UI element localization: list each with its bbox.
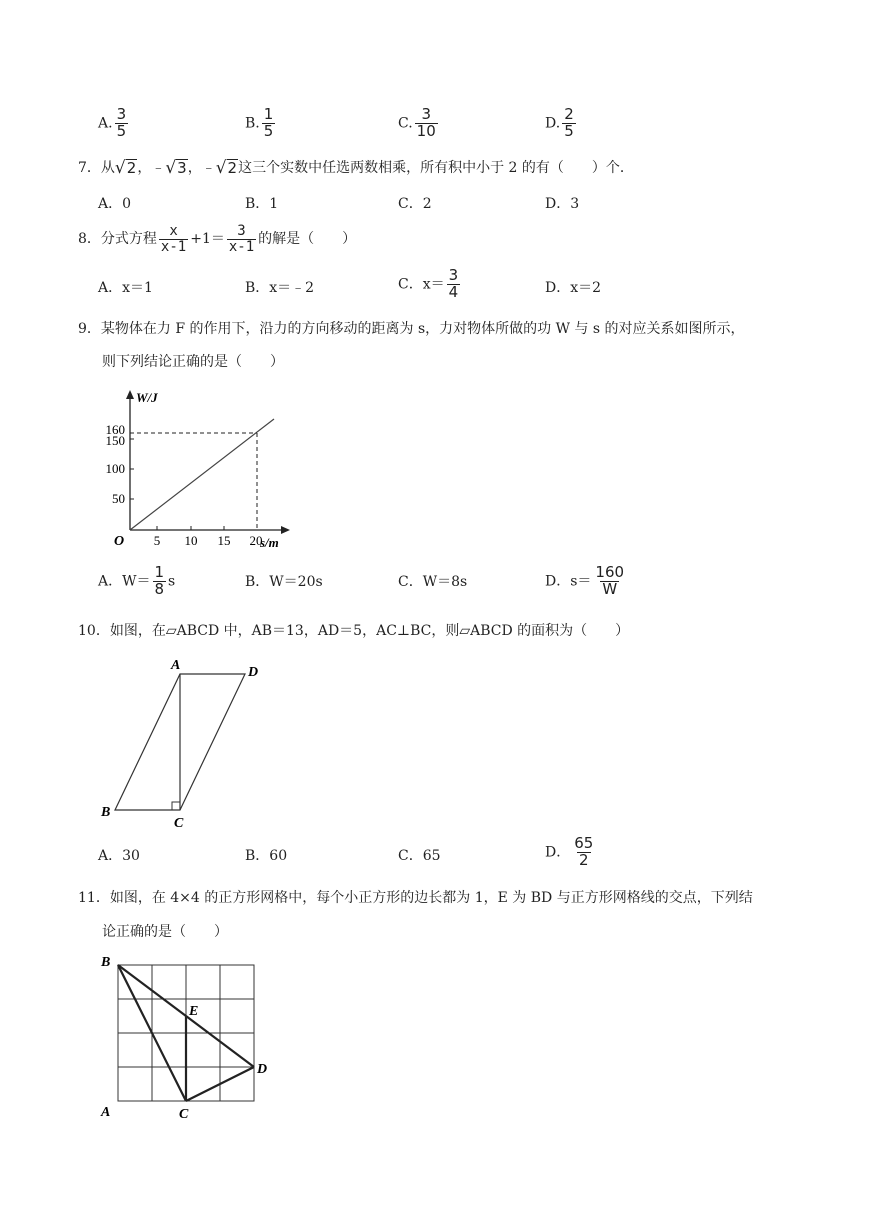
- q6-option-c: C. $\frac{3}{10}$: [398, 105, 436, 140]
- sqrt-2: √ 2: [114, 157, 137, 178]
- q9-option-a: A．W＝ $\frac{1}{8}$ s: [98, 563, 176, 598]
- parallelogram-figure: [95, 652, 275, 832]
- q6-option-b: B. $\frac{1}{5}$: [245, 105, 274, 140]
- q6-option-d: D. $\frac{2}{5}$: [545, 105, 574, 140]
- q9-option-c: C．W＝8s: [398, 574, 468, 590]
- q9-stem-line1: 9．某物体在力 F 的作用下，沿力的方向移动的距离为 s，力对物体所做的功 W 与 s 的对应关系如图所示，: [78, 321, 745, 337]
- q9-stem-line2: 则下列结论正确的是（ ）: [102, 354, 284, 370]
- q8-option-a: A．x＝1: [98, 280, 153, 296]
- q9-option-b: B．W＝20s: [245, 574, 323, 590]
- q10-stem: 10．如图，在▱ABCD 中，AB＝13，AD＝5，AC⊥BC，则▱ABCD 的面积为（ ）: [78, 623, 630, 639]
- x-tick-15: 15: [217, 533, 231, 548]
- q6-option-a: A. $\frac{3}{5}$: [98, 105, 127, 140]
- w-s-line: [130, 419, 274, 530]
- label-b: B: [101, 955, 111, 970]
- q7-option-c: C．2: [398, 196, 432, 212]
- y-axis-label: W/J: [136, 390, 158, 405]
- q11-stem-line2: 论正确的是（ ）: [102, 924, 228, 940]
- q9-option-d: D．s＝ $\frac{160}{W}$: [545, 563, 625, 598]
- q7-stem: 7．从 √ 2 ，﹣ √ 3 ，﹣ √ 2 这三个实数中任选两数相乘，所有积中小于 2 的有（ ）个．: [78, 157, 634, 178]
- label-a: A: [101, 1105, 111, 1120]
- q7-option-d: D．3: [545, 196, 580, 212]
- x-tick-5: 5: [153, 533, 161, 548]
- x-axis-label: s/m: [260, 535, 279, 550]
- y-tick-100: 100: [105, 461, 125, 476]
- q8-stem: 8．分式方程 $\frac{x}{x-1}$ +1＝ $\frac{3}{x-1}$ 的解是（ ）: [78, 223, 357, 255]
- sqrt-3: √ 3: [165, 157, 187, 178]
- origin-label: O: [114, 534, 125, 549]
- x-tick-10: 10: [184, 533, 198, 548]
- q8-option-d: D．x＝2: [545, 280, 602, 296]
- label-c: C: [174, 816, 184, 831]
- sqrt-2-neg: √ 2: [215, 157, 238, 178]
- label-d: D: [248, 665, 259, 680]
- y-tick-50: 50: [112, 491, 125, 506]
- grid-figure: [95, 950, 285, 1130]
- x-axis-arrow: [281, 526, 290, 534]
- work-distance-graph: [100, 385, 310, 555]
- q10-option-b: B．60: [245, 848, 288, 864]
- right-angle-mark: [172, 802, 180, 810]
- y-tick-160: 160: [105, 422, 125, 437]
- q8-option-b: B．x＝﹣2: [245, 280, 315, 296]
- label-b: B: [101, 805, 111, 820]
- q8-option-c: C．x＝ $\frac{3}{4}$: [398, 266, 459, 301]
- label-c: C: [179, 1107, 189, 1122]
- label-e: E: [189, 1004, 199, 1019]
- q11-stem-line1: 11．如图，在 4×4 的正方形网格中，每个小正方形的边长都为 1，E 为 BD 与正方形网格线的交点，下列结: [78, 890, 753, 906]
- q10-option-a: A．30: [98, 848, 140, 864]
- label-d: D: [257, 1062, 268, 1077]
- q10-option-d: D． $\frac{65}{2}$: [545, 834, 594, 869]
- q10-option-c: C．65: [398, 848, 441, 864]
- q7-option-a: A．0: [98, 196, 132, 212]
- y-axis-arrow: [126, 390, 134, 399]
- q7-option-b: B．1: [245, 196, 279, 212]
- label-a: A: [171, 658, 181, 673]
- y-tick-150: 150: [105, 433, 125, 448]
- x-tick-20: 20: [249, 533, 263, 548]
